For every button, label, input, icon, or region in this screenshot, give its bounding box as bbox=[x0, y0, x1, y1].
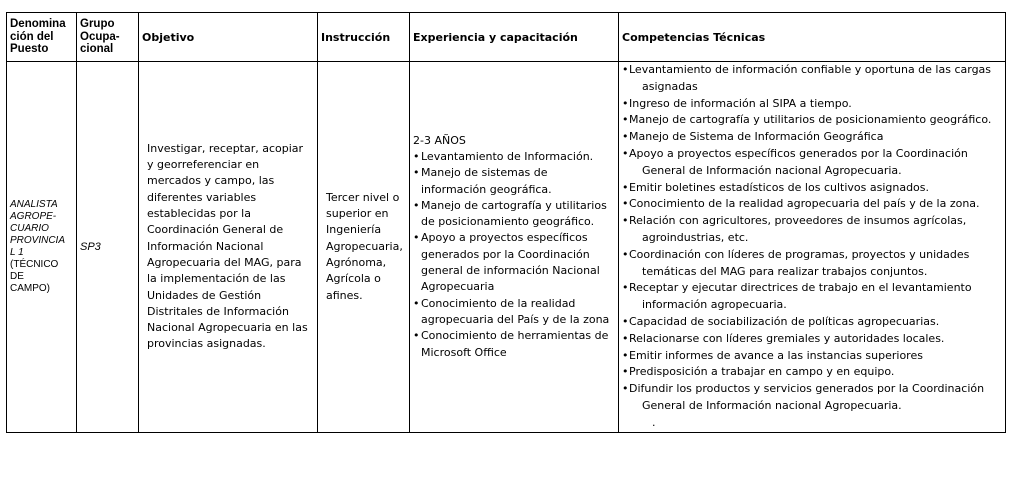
header-text: Grupo bbox=[80, 18, 115, 31]
list-item-text: • Receptar y ejecutar directrices de trabajo en el levantamiento bbox=[629, 281, 972, 295]
list-item bbox=[622, 364, 1001, 381]
list-item-text: • Levantamiento de información confiable y oportuna de las cargas bbox=[629, 63, 992, 76]
occupational-group-cell: SP3 bbox=[77, 62, 139, 433]
position-name-line: PROVINCIA bbox=[10, 234, 66, 246]
list-item-text: • Difundir los productos y servicios generados por la Coordinación bbox=[629, 382, 985, 396]
list-item: • Manejo de cartografía y utilitarios de posicionamiento geográfico. bbox=[413, 198, 614, 231]
list-item bbox=[622, 146, 1001, 180]
header-experience: Experiencia y capacitación bbox=[410, 13, 619, 62]
list-item bbox=[622, 280, 1001, 314]
header-occupational-group bbox=[77, 13, 139, 62]
list-item-text: • Manejo de cartografía y utilitarios de posicionamiento geográfico. bbox=[629, 113, 992, 127]
list-item bbox=[622, 129, 1001, 146]
objective-cell: Investigar, receptar, acopiar y georreferenciar en mercados y campo, las diferentes variables establecidas por la Coordinación General de Información Nacional Agropecuaria del MAG, para la implementación de las Unidades de Gestión Distritales de Información Nacional Agropecuaria en las provincias asignadas. bbox=[139, 62, 318, 433]
list-item-text: • Capacidad de sociabilización de políticas agropecuarias. bbox=[629, 314, 940, 328]
list-item-text: temáticas del MAG para realizar trabajos conjuntos. bbox=[642, 264, 928, 278]
list-item: • Conocimiento de herramientas de Microsoft Office bbox=[413, 328, 614, 361]
list-item bbox=[622, 196, 1001, 213]
header-competencies: Competencias Técnicas bbox=[619, 13, 1006, 62]
position-name-line: ANALISTA bbox=[10, 198, 58, 210]
list-item bbox=[622, 381, 1001, 415]
list-item-text: • Ingreso de información al SIPA a tiempo. bbox=[629, 96, 852, 110]
header-position-name bbox=[7, 13, 77, 62]
position-name-line: CUARIO bbox=[10, 222, 49, 234]
header-text: Denomina bbox=[10, 18, 66, 31]
list-item-text: agroindustrias, etc. bbox=[642, 230, 749, 244]
list-item bbox=[622, 331, 1001, 348]
position-name-line: (TÉCNICO bbox=[10, 258, 59, 270]
table-row bbox=[7, 62, 1006, 433]
header-text: Puesto bbox=[10, 43, 49, 56]
position-name-line: L 1 bbox=[10, 246, 24, 258]
experience-cell bbox=[410, 62, 619, 433]
trailing-dot: . bbox=[652, 415, 656, 429]
list-item-text: asignadas bbox=[642, 79, 698, 93]
position-name-line: CAMPO) bbox=[10, 282, 50, 294]
competencies-cell bbox=[619, 62, 1006, 433]
position-name-line: AGROPE- bbox=[10, 210, 57, 222]
list-item: • Levantamiento de Información. bbox=[413, 149, 614, 165]
list-item-text: • Coordinación con líderes de programas, proyectos y unidades bbox=[629, 247, 970, 261]
header-text: Ocupa- bbox=[80, 30, 120, 43]
list-item bbox=[622, 247, 1001, 281]
list-item bbox=[622, 96, 1001, 113]
list-item: • Manejo de sistemas de información geográfica. bbox=[413, 165, 614, 198]
list-item bbox=[622, 213, 1001, 247]
job-profile-table bbox=[6, 12, 1006, 433]
competencies-list bbox=[622, 62, 1001, 415]
list-item-text: • Predisposición a trabajar en campo y en equipo. bbox=[629, 365, 895, 379]
list-item bbox=[622, 180, 1001, 197]
list-item-text: • Manejo de Sistema de Información Geográfica bbox=[629, 130, 884, 144]
position-name-cell bbox=[7, 62, 77, 433]
list-item: • Apoyo a proyectos específicos generados por la Coordinación general de información Nacional Agropecuaria bbox=[413, 230, 614, 295]
list-item bbox=[622, 314, 1001, 331]
list-item-text: • Emitir informes de avance a las instancias superiores bbox=[629, 348, 923, 362]
instruction-cell: Tercer nivel o superior en Ingeniería Agropecuaria, Agrónoma, Agrícola o afines. bbox=[318, 62, 410, 433]
header-row bbox=[7, 13, 1006, 62]
experience-list bbox=[413, 149, 614, 361]
list-item bbox=[622, 62, 1001, 96]
list-item bbox=[622, 112, 1001, 129]
experience-years: 2-3 AÑOS bbox=[413, 133, 466, 147]
header-instruction: Instrucción bbox=[318, 13, 410, 62]
list-item-text: • Relación con agricultores, proveedores de insumos agrícolas, bbox=[629, 214, 967, 228]
position-name-line: DE bbox=[10, 270, 24, 282]
list-item-text: • Emitir boletines estadísticos de los cultivos asignados. bbox=[629, 180, 930, 194]
list-item-text: General de Información nacional Agropecuaria. bbox=[642, 398, 902, 412]
list-item bbox=[622, 348, 1001, 365]
header-text: cional bbox=[80, 43, 114, 56]
list-item-text: • Conocimiento de la realidad agropecuaria del país y de la zona. bbox=[629, 197, 980, 211]
list-item-text: • Relacionarse con líderes gremiales y autoridades locales. bbox=[629, 331, 945, 345]
header-objective: Objetivo bbox=[139, 13, 318, 62]
header-text: ción del bbox=[10, 30, 54, 43]
list-item-text: información agropecuaria. bbox=[642, 298, 787, 312]
list-item-text: General de Información nacional Agropecuaria. bbox=[642, 163, 902, 177]
list-item: • Conocimiento de la realidad agropecuaria del País y de la zona bbox=[413, 296, 614, 329]
list-item-text: • Apoyo a proyectos específicos generados por la Coordinación bbox=[629, 146, 968, 160]
